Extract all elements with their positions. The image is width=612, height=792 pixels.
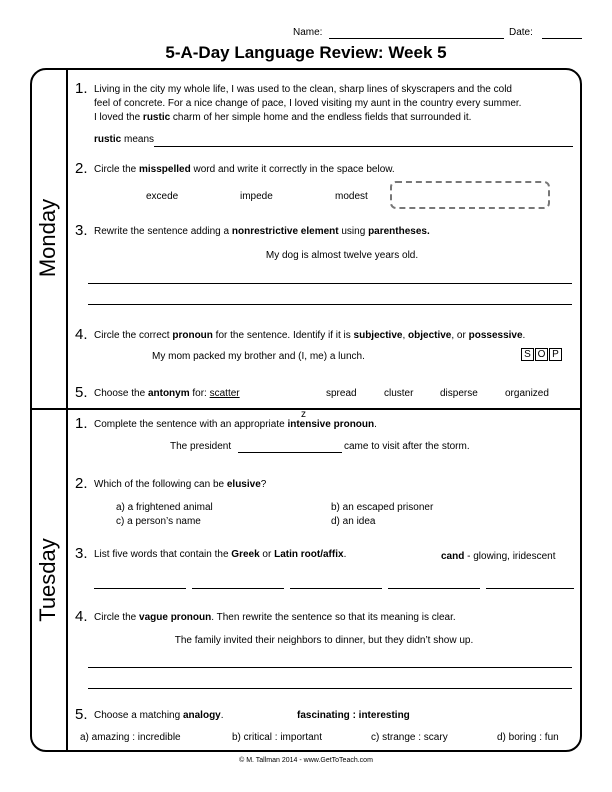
passage-line: I loved the rustic charm of her simple home and the endless fields that surrounded it. bbox=[94, 112, 472, 123]
sentence: The family invited their neighbors to dinner, but they didn’t show up. bbox=[174, 635, 474, 646]
answer-line[interactable] bbox=[88, 688, 572, 689]
q-number: 1. bbox=[75, 80, 88, 97]
subjective-box[interactable]: S bbox=[521, 348, 534, 361]
root-definition: cand - glowing, iridescent bbox=[441, 551, 556, 562]
analogy-pair: fascinating : interesting bbox=[297, 710, 410, 721]
analogy-option[interactable]: c) strange : scary bbox=[371, 732, 448, 743]
word-option[interactable]: excede bbox=[146, 191, 179, 202]
antonym-option[interactable]: organized bbox=[505, 388, 549, 399]
analogy-option[interactable]: b) critical : important bbox=[232, 732, 323, 743]
answer-line[interactable] bbox=[238, 452, 342, 453]
q-number: 4. bbox=[75, 608, 88, 625]
vocab-prompt: rustic means bbox=[94, 134, 155, 145]
day-divider bbox=[30, 408, 582, 410]
answer-line[interactable] bbox=[88, 304, 572, 305]
word-option[interactable]: modest bbox=[335, 191, 368, 202]
correction-box[interactable] bbox=[390, 181, 550, 209]
q-number: 1. bbox=[75, 415, 88, 432]
answer-line[interactable] bbox=[94, 588, 186, 589]
q-number: 3. bbox=[75, 545, 88, 562]
question-text: Circle the misspelled word and write it correctly in the space below. bbox=[94, 164, 395, 175]
objective-box[interactable]: O bbox=[535, 348, 548, 361]
antonym-option[interactable]: spread bbox=[326, 388, 357, 399]
choice-option[interactable]: c) a person’s name bbox=[116, 516, 201, 527]
question-text: Rewrite the sentence adding a nonrestrictive element using parentheses. bbox=[94, 226, 430, 237]
sentence-part: came to visit after the storm. bbox=[344, 441, 470, 452]
q-number: 2. bbox=[75, 475, 88, 492]
answer-line[interactable] bbox=[88, 667, 572, 668]
question-text: Choose the antonym for: scatter bbox=[94, 388, 240, 399]
date-label: Date: bbox=[509, 27, 533, 38]
name-label: Name: bbox=[293, 27, 323, 38]
q-number: 5. bbox=[75, 384, 88, 401]
footer-credit: © M. Tallman 2014 - www.GetToTeach.com bbox=[239, 757, 373, 764]
answer-line[interactable] bbox=[192, 588, 284, 589]
sentence-part: The president bbox=[170, 441, 232, 452]
question-text: Which of the following can be elusive? bbox=[94, 479, 267, 490]
date-field[interactable] bbox=[542, 38, 582, 39]
stray-mark: z bbox=[301, 409, 306, 420]
answer-line[interactable] bbox=[154, 146, 573, 147]
q-number: 5. bbox=[75, 706, 88, 723]
passage-line: Living in the city my whole life, I was used to the clean, sharp lines of skyscrapers and the cold bbox=[94, 84, 512, 95]
possessive-box[interactable]: P bbox=[549, 348, 562, 361]
answer-line[interactable] bbox=[388, 588, 480, 589]
q-number: 3. bbox=[75, 222, 88, 239]
name-field[interactable] bbox=[329, 38, 504, 39]
day-label-tuesday: Tuesday bbox=[35, 538, 60, 622]
question-text: List five words that contain the Greek or Latin root/affix. bbox=[94, 549, 347, 560]
day-column-divider bbox=[66, 68, 68, 752]
question-text: Circle the correct pronoun for the sentence. Identify if it is subjective, objective, or possessive. bbox=[94, 330, 526, 341]
q-number: 4. bbox=[75, 326, 88, 343]
sentence: My dog is almost twelve years old. bbox=[265, 250, 419, 261]
word-option[interactable]: impede bbox=[240, 191, 273, 202]
q-number: 2. bbox=[75, 160, 88, 177]
analogy-option[interactable]: d) boring : fun bbox=[497, 732, 559, 743]
choice-option[interactable]: b) an escaped prisoner bbox=[331, 502, 434, 513]
day-label-monday: Monday bbox=[35, 198, 60, 278]
answer-line[interactable] bbox=[290, 588, 382, 589]
antonym-option[interactable]: disperse bbox=[440, 388, 478, 399]
choice-option[interactable]: a) a frightened animal bbox=[116, 502, 213, 513]
analogy-option[interactable]: a) amazing : incredible bbox=[80, 732, 181, 743]
answer-line[interactable] bbox=[88, 283, 572, 284]
sentence: My mom packed my brother and (I, me) a lunch. bbox=[152, 351, 365, 362]
page-title: 5-A-Day Language Review: Week 5 bbox=[165, 43, 447, 62]
question-text: Choose a matching analogy. bbox=[94, 710, 224, 721]
antonym-option[interactable]: cluster bbox=[384, 388, 414, 399]
question-text: Circle the vague pronoun. Then rewrite the sentence so that its meaning is clear. bbox=[94, 612, 456, 623]
question-text: Complete the sentence with an appropriate intensive pronoun. bbox=[94, 419, 377, 430]
choice-option[interactable]: d) an idea bbox=[331, 516, 376, 527]
passage-line: feel of concrete. For a nice change of pace, I loved visiting my aunt in the country every summer. bbox=[94, 98, 522, 109]
answer-line[interactable] bbox=[486, 588, 574, 589]
